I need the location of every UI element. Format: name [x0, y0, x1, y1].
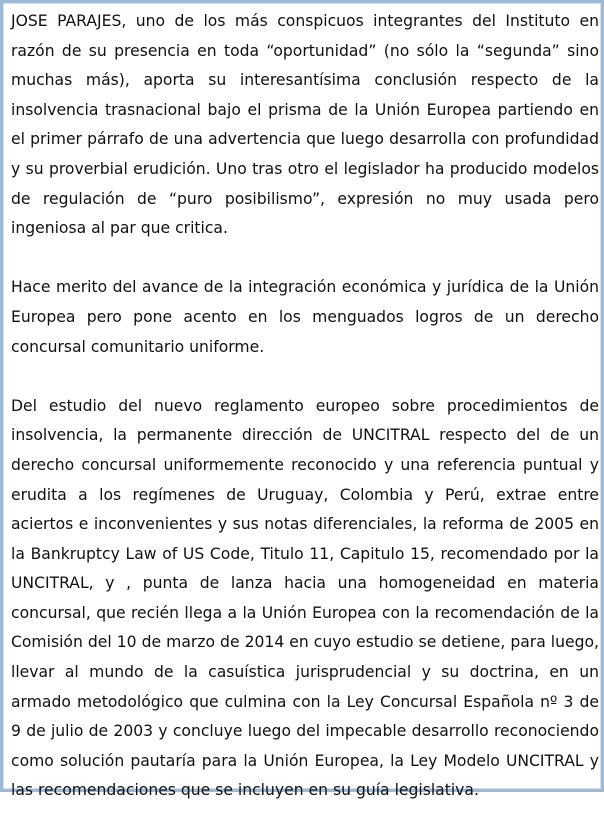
paragraph-1: JOSE PARAJES, uno de los más conspicuos integrantes del Instituto en razón de su presencia en toda “oportunidad” (no sólo la “segunda” sino muchas más), aporta su interesantísima conclusión respecto de la insolvencia trasnacional bajo el prisma de la Unión Europea partiendo en el primer párrafo de una advertencia que luego desarrolla con profundidad y su proverbial erudición. Uno tras otro el legislador ha producido modelos de regulación de “puro posibilismo”, expresión no muy usada pero ingeniosa al par que critica. — [11, 12, 599, 238]
document-body — [11, 7, 599, 836]
paragraph-3: Del estudio del nuevo reglamento europeo sobre procedimientos de insolvencia, la permanente dirección de UNCITRAL respecto del de un derecho concursal uniformemente reconocido y una referencia puntual y erudita a los regímenes de Uruguay, Colombia y Perú, extrae entre aciertos e inconvenientes y sus notas diferenciales, la reforma de 2005 en la Bankruptcy Law of US Code, Titulo 11, Capitulo 15, recomendado por la UNCITRAL, y , punta de lanza hacia una homogeneidad en materia concursal, que recién llega a la Unión Europea con la recomendación de la Comisión del 10 de marzo de 2014 en cuyo estudio se detiene, para luego, llevar al mundo de la casuística jurisprudencial y su doctrina, en un armado metodológico que culmina con la Ley Concursal Española nº 3 de 9 de julio de 2003 y concluye luego del impecable desarrollo reconociendo como solución pautaría para la Unión Europea, la Ley Modelo UNCITRAL y las recomendaciones que se incluyen en su guía legislativa. — [11, 396, 599, 800]
paragraph-2: Hace merito del avance de la integración económica y jurídica de la Unión Europea pero pone acento en los menguados logros de un derecho concursal comunitario uniforme. — [11, 278, 599, 356]
